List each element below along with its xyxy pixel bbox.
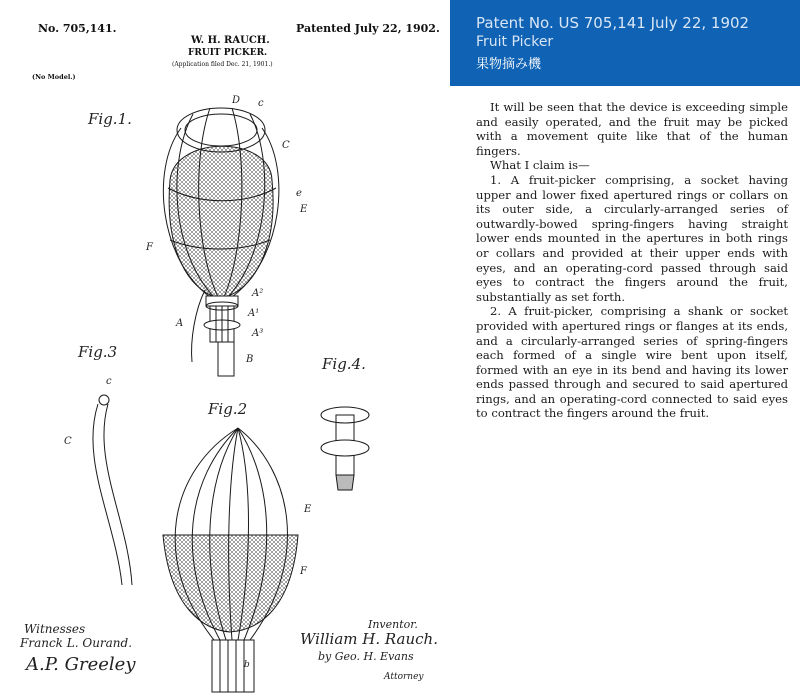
banner-patent-number: Patent No. US 705,141 July 22, 1902 [476, 14, 750, 32]
description-paragraph: It will be seen that the device is exceeding simple and easily operated, and the fruit may be picked with a movement quite like that of the human fingers. [476, 100, 788, 158]
ref-label-c-fig3: c [106, 376, 112, 387]
figure-4-label: Fig.4. [322, 355, 366, 373]
ref-label-A: A [176, 318, 184, 329]
inventor-header: W. H. RAUCH. [191, 35, 270, 46]
ref-label-C: C [282, 140, 290, 151]
witnesses-label: Witnesses [24, 622, 86, 636]
patent-date: Patented July 22, 1902. [296, 22, 440, 35]
patent-description-text [476, 100, 788, 421]
ref-label-D: D [232, 95, 241, 106]
figure-3-label: Fig.3 [78, 343, 118, 361]
figure-3-drawing [93, 395, 132, 585]
patent-banner [450, 0, 800, 86]
ref-label-F-fig2: F [300, 566, 307, 577]
patent-number: No. 705,141. [38, 22, 117, 35]
claims-intro: What I claim is— [490, 158, 590, 173]
ref-label-A1: A¹ [248, 308, 260, 319]
ref-label-E: E [300, 204, 308, 215]
ref-label-A3: A³ [252, 328, 264, 339]
model-note: (No Model.) [32, 73, 76, 81]
claim-2: 2. A fruit-picker, comprising a shank or socket provided with apertured rings or flanges at its ends, and a circularly-arranged series of spring-fingers each formed of a single wire bent upon itself, formed with an eye in its bend and having its lower ends passed through and secured to said apertured rings, and an operating-cord connected to said eyes to contract the fingers around the fruit. [476, 304, 788, 421]
banner-title: Fruit Picker [476, 34, 554, 50]
attorney-signature: by Geo. H. Evans [318, 650, 414, 663]
invention-title: FRUIT PICKER. [188, 48, 268, 58]
description-panel [450, 0, 800, 700]
ref-label-c: c [258, 98, 264, 109]
ref-label-E-fig2: E [304, 504, 312, 515]
figure-1-label: Fig.1. [88, 110, 132, 128]
inventor-signature: William H. Rauch. [300, 630, 438, 648]
ref-label-F: F [146, 242, 153, 253]
witness-1-signature: Franck L. Ourand. [20, 636, 133, 650]
inventor-label: Inventor. [368, 618, 418, 631]
figure-2-drawing [163, 428, 298, 692]
witness-2-signature: A.P. Greeley [26, 654, 136, 675]
claim-1: 1. A fruit-picker comprising, a socket having upper and lower fixed apertured rings or collars on its outer side, a circularly-arranged series of outwardly-bowed spring-fingers having straight lower ends mounted in the apertures in both rings or collars and provided at their upper ends with eyes, and an operating-cord passed through said eyes to contract the fingers around the fruit, substantially as set forth. [476, 172, 788, 304]
ref-label-b: b [244, 660, 250, 670]
application-date: (Application filed Dec. 21, 1901.) [172, 61, 273, 68]
figure-4-drawing [321, 407, 369, 490]
ref-label-e: e [296, 188, 302, 199]
figure-2-label: Fig.2 [208, 400, 248, 418]
ref-label-C-fig3: C [64, 436, 72, 447]
banner-title-japanese: 果物摘み機 [476, 57, 542, 72]
ref-label-B: B [246, 354, 254, 365]
ref-label-A2: A² [252, 288, 264, 299]
attorney-label: Attorney [384, 672, 424, 682]
